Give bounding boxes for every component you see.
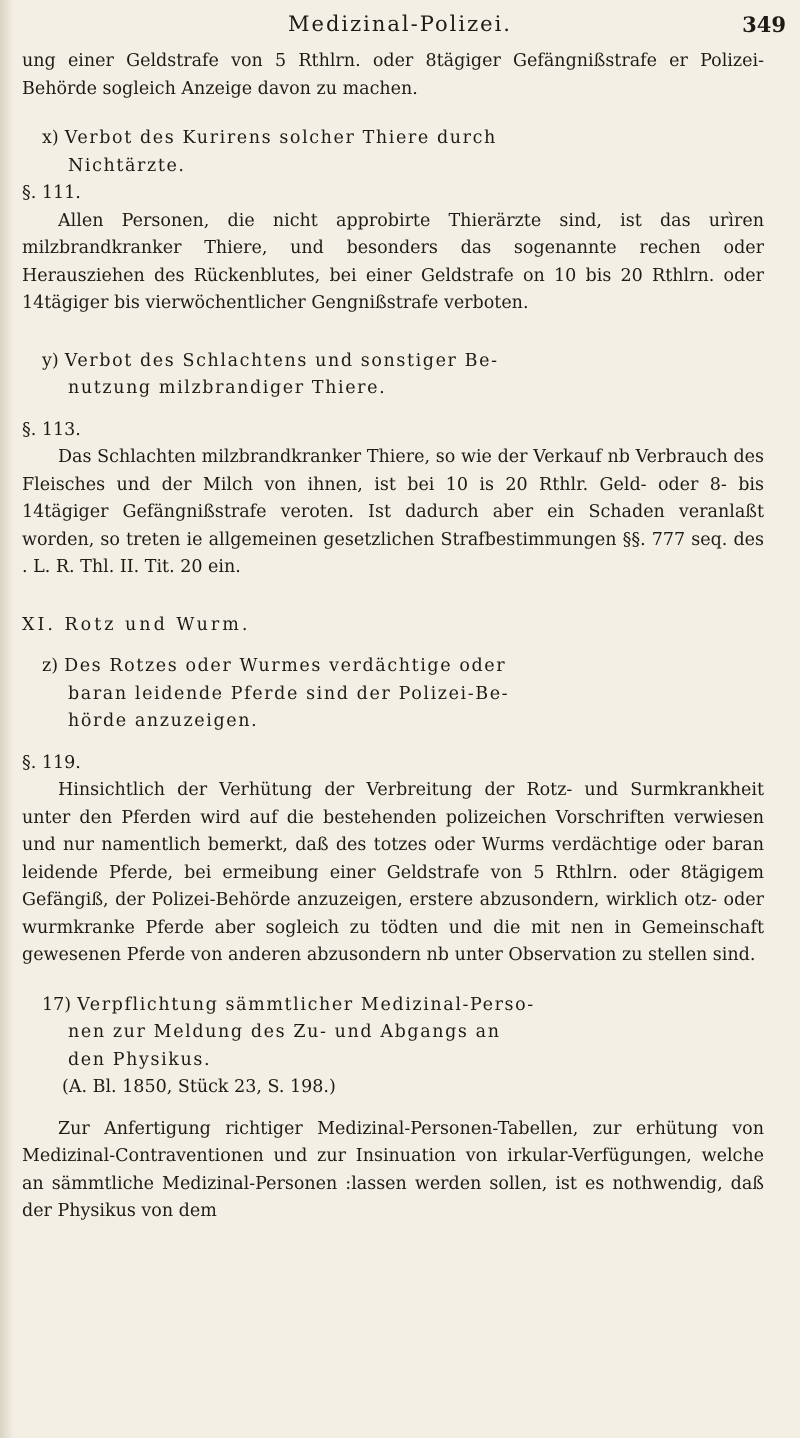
heading-y-title: Verbot des Schlachtens und sonstiger Be- [64,350,499,371]
section-title-xi: XI. Rotz und Wurm. [22,614,251,635]
heading-z-title: Des Rotzes oder Wurmes verdächtige oder [64,656,507,676]
paragraph-111: Allen Personen, die nicht approbirte Thierärzte sind, ist das urìren milzbrandkranker Thiere, und besonders das sogenannte rechen oder Herausziehen des Rückenblutes, bei einer Geldstrafe on 10 bis 20 Rthlrn. oder 14tägiger bis vierwöchentlicher Gengnißstrafe verboten. [22,210,764,313]
paragraph-number-113: §. 113. [22,419,81,440]
paragraph-number-111: §. 111. [22,183,81,203]
paragraph-113: Das Schlachten milzbrandkranker Thiere, so wie der Verkauf nb Verbrauch des Fleisches und der Milch von ihnen, ist bei 10 is 20 Rthlr. Geld- oder 8- bis 14tägiger Gefängnißstrafe veroten. Ist dadurch aber ein Schaden veranlaßt worden, so treten ie allgemeinen gesetzlichen Strafbestimmungen §§. 777 seq. des . L. R. Thl. II. Tit. 20 ein. [22,447,764,577]
heading-x-label: x) [42,128,59,148]
heading-y [22,348,764,403]
heading-y-title-cont: nutzung milzbrandiger Thiere. [68,378,387,398]
page-body [22,48,764,1226]
heading-17 [22,992,764,1075]
page-gutter [0,0,14,1438]
heading-z-title-cont: baran leidende Pferde sind der Polizei-Be- [68,683,510,704]
heading-17-title-cont: nen zur Meldung des Zu- und Abgangs an [68,1022,501,1042]
heading-z-title-cont2: hörde anzuzeigen. [68,711,259,731]
heading-z-label: z) [42,656,59,676]
page-number: 349 [742,12,786,37]
heading-x [22,125,764,180]
citation: (A. Bl. 1850, Stück 23, S. 198.) [62,1077,336,1097]
heading-y-label: y) [42,350,59,371]
running-title: Medizinal-Polizei. [288,12,512,36]
heading-z [22,653,764,736]
heading-17-label: 17) [42,994,72,1015]
heading-17-title-cont2: den Physikus. [68,1049,212,1070]
page-header [0,8,800,48]
paragraph-119: Hinsichtlich der Verhütung der Verbreitung der Rotz- und Surmkrankheit unter den Pferden wird auf die bestehenden polizeichen Vorschriften verwiesen und nur namentlich bemerkt, daß des totzes oder Wurms verdächtige oder baran leidende Pferde, bei ermeibung einer Geldstrafe von 5 Rthlrn. oder 8tägigem Gefängiß, der Polizei-Behörde anzuzeigen, erstere abzusondern, wirklich otz- oder wurmkranke Pferde aber sogleich zu tödten und die mit nen in Gemeinschaft gewesenen Pferde von anderen abzusondern nb unter Observation zu stellen sind. [22,780,764,965]
heading-x-title: Verbot des Kurirens solcher Thiere durch [64,128,497,148]
heading-x-title-cont: Nichtärzte. [68,155,186,176]
paragraph-number-119: §. 119. [22,752,81,773]
heading-17-title: Verpflichtung sämmtlicher Medizinal-Perso- [77,994,535,1015]
final-paragraph: Zur Anfertigung richtiger Medizinal-Personen-Tabellen, zur erhütung von Medizinal-Contraventionen und zur Insinuation von irkular-Verfügungen, welche an sämmtliche Medizinal-Personen :lassen werden sollen, ist es nothwendig, daß der Physikus von dem [22,1118,764,1221]
intro-paragraph: ung einer Geldstrafe von 5 Rthlrn. oder 8tägiger Gefängnißstrafe er Polizei-Behörde sogleich Anzeige davon zu machen. [22,51,764,99]
